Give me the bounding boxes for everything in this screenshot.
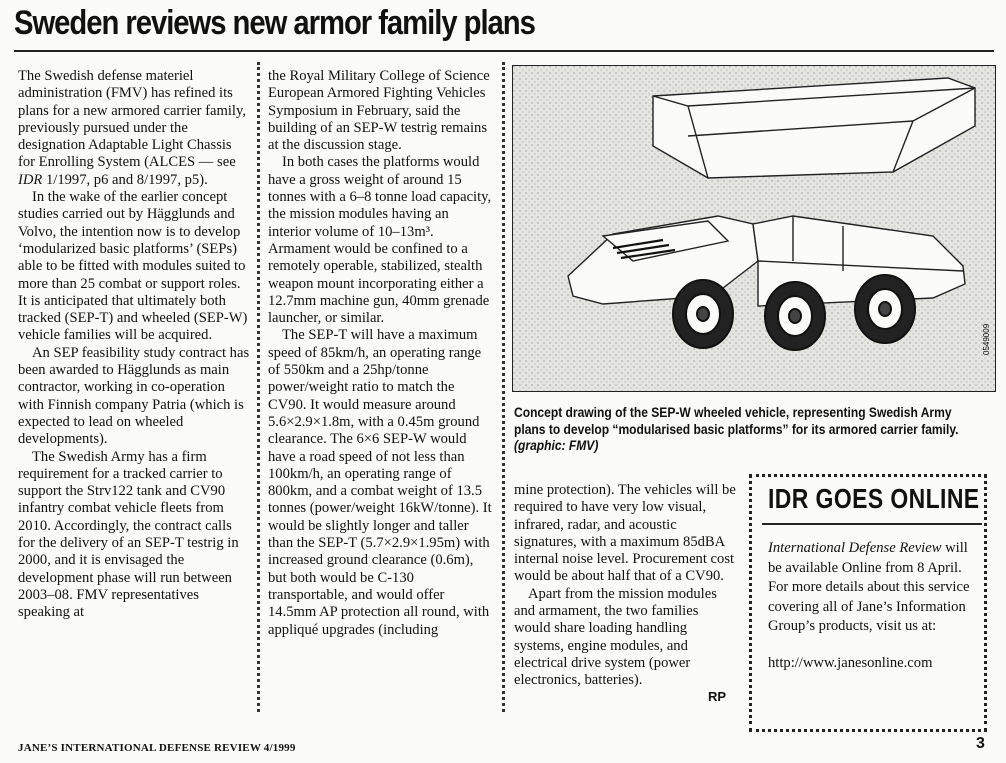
paragraph: the Royal Military College of Science European Armored Fighting Vehicles Symposium in February, said the building of an SEP-W testrig remains at the discussion stage.: [268, 68, 490, 154]
caption-line: plans to develop “modularised basic platforms” for its armored carrier family.: [514, 421, 959, 437]
paragraph: The SEP-T will have a maximum speed of 85km/h, an operating range of 550km and a 25hp/tonne power/weight ratio to match the CV90. It would measure around 5.6×2.9×1.8m, with a 0.45m ground clearance. The 6×6 SEP-W would have a road speed of not less than 100km/h, an operating range of 800km, and a combat weight of 13.5 tonnes (power/weight 16kW/tonne). It would be slightly longer and taller than the SEP-T (5.7×2.9×1.95m) with increased ground clearance (0.6m), but both would be C-130 transportable, and would offer 14.5mm AP protection all round, with appliqué upgrades (including: [268, 327, 492, 638]
vehicle-concept-figure: [512, 65, 996, 392]
caption-line: Concept drawing of the SEP-W wheeled vehicle, representing Swedish Army: [514, 405, 952, 420]
author-initials: RP: [708, 689, 727, 704]
column-divider: [257, 62, 260, 712]
idr-online-box: [749, 474, 987, 732]
online-box-rule: [762, 523, 982, 525]
paragraph: mine protection). The vehicles will be required to have very low visual, infrared, radar, and acoustic signatures, with a maximum 85dBA internal noise level. Procurement cost would be about half that of a CV90.: [514, 482, 736, 585]
page-footer: JANE’S INTERNATIONAL DEFENSE REVIEW 4/1999: [18, 742, 296, 754]
headline-rule: [14, 50, 994, 52]
paragraph: In both cases the platforms would have a gross weight of around 15 tonnes with a 6–8 tonne load capacity, the mission modules having an interior volume of 10–13m³. Armament would be confined to a remotely operable, stabilized, stealth weapon mount incorporating either a 12.7mm machine gun, 40mm grenade launcher, or similar.: [268, 154, 492, 327]
paragraph: In the wake of the earlier concept studies carried out by Hägglunds and Volvo, the intention now is to develop ‘modularized basic platforms’ (SEPs) able to be fitted with modules suited to more than 25 combat or support roles. It is anticipated that ultimately both tracked (SEP-T) and wheeled (SEP-W) vehicle families will be acquired.: [18, 189, 248, 344]
paragraph: The Swedish Army has a firm requirement for a tracked carrier to support the Strv122 tank and CV90 infantry combat vehicle fleets from 2010. Accordingly, the contract calls for the delivery of an SEP-T testrig in 2000, and it is envisaged the development phase will run between 2003–08. FMV representatives speaking at: [18, 448, 239, 621]
article-column-1: [18, 68, 250, 622]
online-box-body: International Defense Review will be available Online from 8 April. For more details about this service covering all of Jane’s Information Group’s products, visit us at:: [768, 540, 970, 634]
article-column-2: [268, 68, 494, 639]
paragraph: An SEP feasibility study contract has been awarded to Hägglunds as main contractor, working in co-operation with Finnish company Patria (which is expected to lead on wheeled developments).: [18, 344, 250, 448]
vehicle-drawing: [513, 66, 995, 391]
page-number: 3: [976, 735, 985, 752]
column-divider: [502, 62, 505, 712]
figure-code: 0549009: [982, 323, 991, 355]
paragraph: The Swedish defense materiel administration (FMV) has refined its plans for a new armored carrier family, previously pursued under the designation Adaptable Light Chassis for Enrolling System (ALCES — see IDR 1/1997, p6 and 8/1997, p5).: [18, 68, 246, 188]
article-column-3: [514, 482, 738, 690]
caption-credit: (graphic: FMV): [514, 438, 599, 453]
publication-name: International Defense Review: [768, 540, 942, 556]
paragraph: Apart from the mission modules and armament, the two families would share loading handling systems, engine modules, and electrical drive system (power electronics, batteries).: [514, 585, 717, 689]
online-box-title: IDR GOES ONLINE: [768, 483, 980, 514]
figure-caption: [514, 405, 959, 455]
website-url[interactable]: http://www.janesonline.com: [768, 654, 933, 671]
article-headline: Sweden reviews new armor family plans: [14, 4, 535, 42]
